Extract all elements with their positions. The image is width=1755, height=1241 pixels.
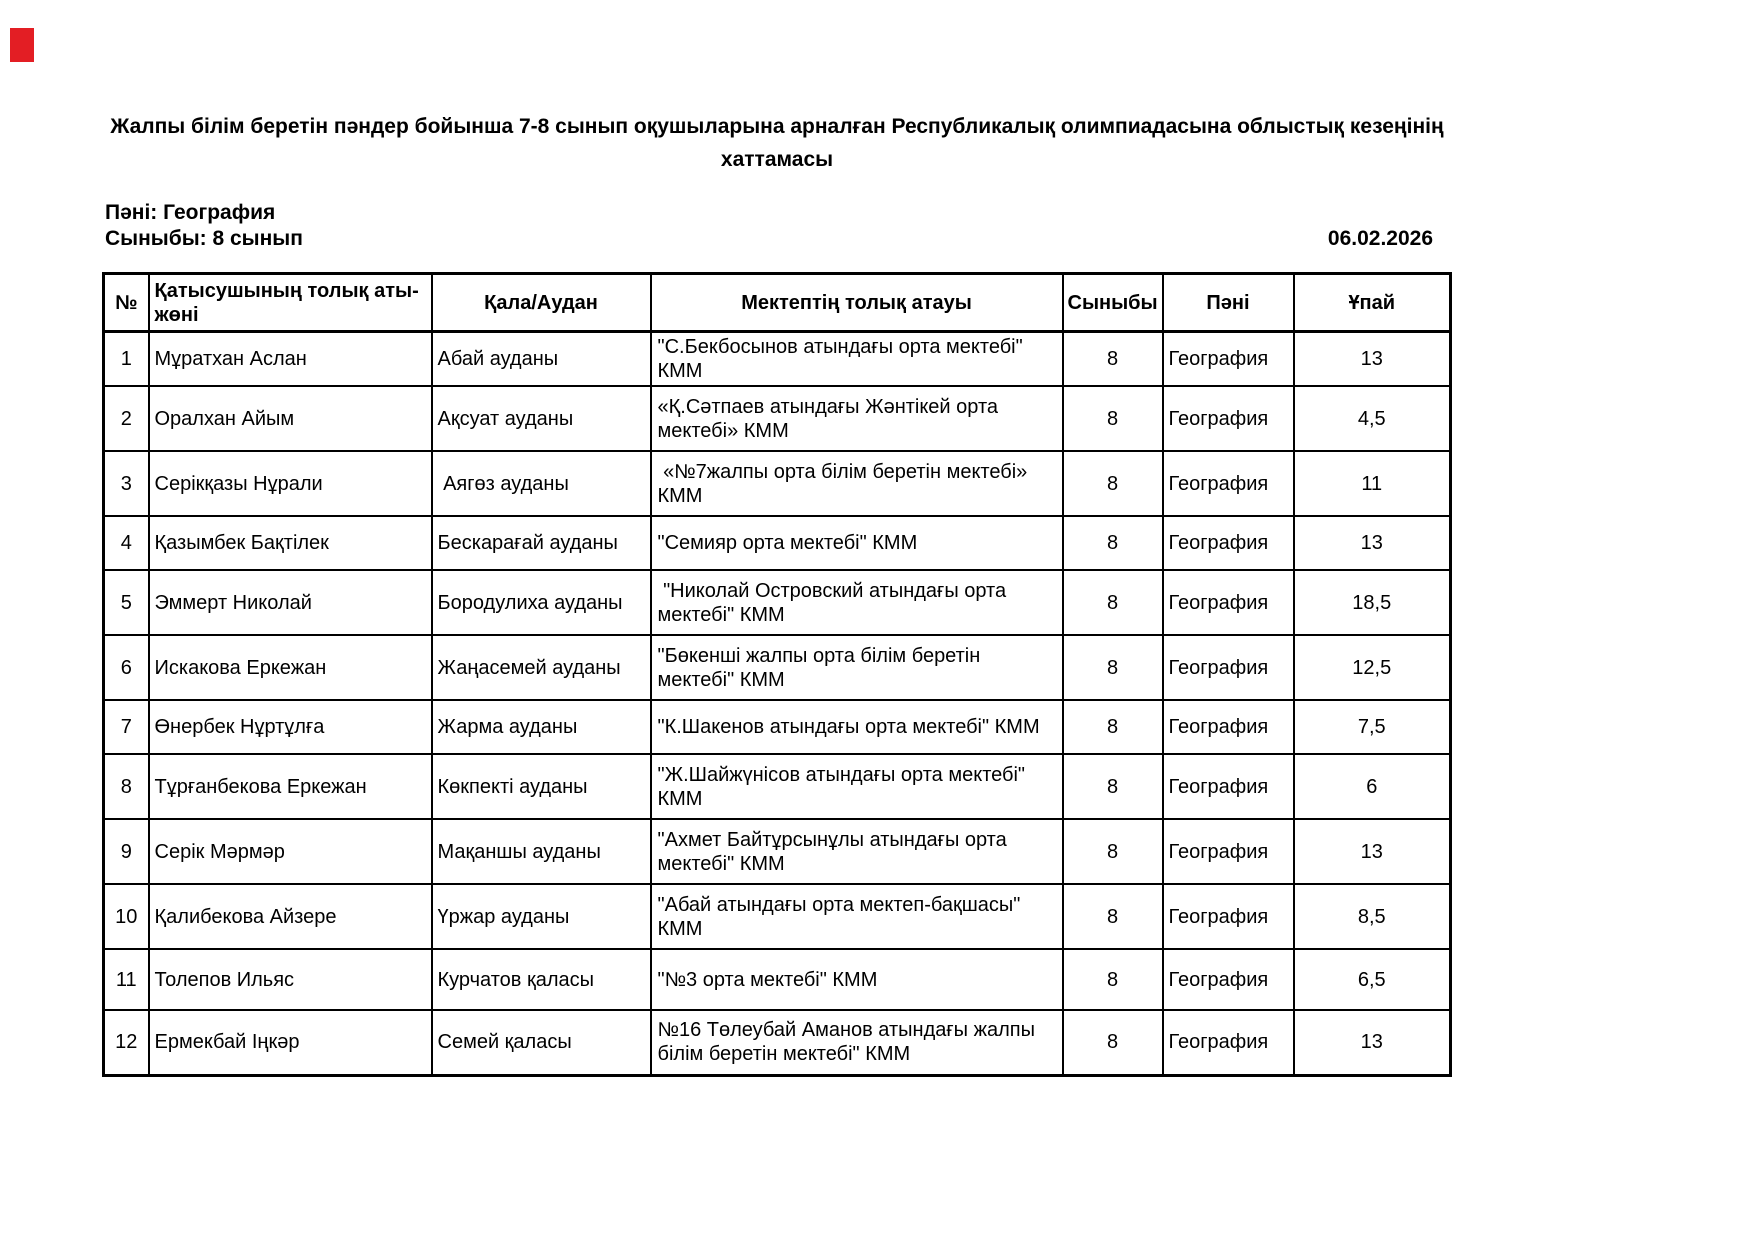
cell-subject: География	[1163, 451, 1294, 516]
cell-subject: География	[1163, 516, 1294, 570]
document-title: Жалпы білім беретін пәндер бойынша 7-8 сынып оқушыларына арналған Республикалық олимпиадасына облыстық кезеңінің хаттамасы	[110, 115, 1444, 171]
cell-name: Толепов Ильяс	[149, 949, 432, 1010]
cell-num: 5	[104, 570, 149, 635]
table-row	[104, 819, 1451, 884]
cell-score: 13	[1294, 819, 1451, 884]
cell-school: "Бөкенші жалпы орта білім беретін мектебі" КММ	[651, 635, 1063, 700]
cell-grade: 8	[1063, 635, 1163, 700]
cell-num: 1	[104, 332, 149, 387]
cell-name: Эммерт Николай	[149, 570, 432, 635]
table-row	[104, 1010, 1451, 1075]
col-header-grade: Сыныбы	[1063, 274, 1163, 332]
cell-region: Жарма ауданы	[432, 700, 651, 754]
cell-school: "Ахмет Байтұрсынұлы атындағы орта мектебі" КММ	[651, 819, 1063, 884]
col-header-school: Мектептің толық атауы	[651, 274, 1063, 332]
cell-region: Үржар ауданы	[432, 884, 651, 949]
cell-name: Тұрғанбекова Еркежан	[149, 754, 432, 819]
col-header-num: №	[104, 274, 149, 332]
cell-num: 2	[104, 386, 149, 451]
cell-subject: География	[1163, 332, 1294, 387]
col-header-score: Ұпай	[1294, 274, 1451, 332]
cell-region: Семей қаласы	[432, 1010, 651, 1075]
cell-grade: 8	[1063, 516, 1163, 570]
table-row	[104, 884, 1451, 949]
cell-grade: 8	[1063, 949, 1163, 1010]
cell-region: Курчатов қаласы	[432, 949, 651, 1010]
cell-name: Қалибекова Айзере	[149, 884, 432, 949]
cell-grade: 8	[1063, 1010, 1163, 1075]
cell-num: 7	[104, 700, 149, 754]
cell-num: 6	[104, 635, 149, 700]
cell-num: 3	[104, 451, 149, 516]
cell-region: Жаңасемей ауданы	[432, 635, 651, 700]
cell-score: 8,5	[1294, 884, 1451, 949]
cell-subject: География	[1163, 949, 1294, 1010]
cell-school: «Қ.Сәтпаев атындағы Жәнтікей орта мектебі» КММ	[651, 386, 1063, 451]
cell-name: Оралхан Айым	[149, 386, 432, 451]
cell-subject: География	[1163, 570, 1294, 635]
cell-grade: 8	[1063, 332, 1163, 387]
corner-marker	[10, 28, 34, 62]
cell-score: 6,5	[1294, 949, 1451, 1010]
cell-school: "К.Шакенов атындағы орта мектебі" КММ	[651, 700, 1063, 754]
cell-region: Ақсуат ауданы	[432, 386, 651, 451]
cell-num: 12	[104, 1010, 149, 1075]
table-row	[104, 451, 1451, 516]
cell-region: Көкпекті ауданы	[432, 754, 651, 819]
table-row	[104, 700, 1451, 754]
table-header-row	[104, 274, 1451, 332]
cell-subject: География	[1163, 1010, 1294, 1075]
cell-school: «№7жалпы орта білім беретін мектебі» КММ	[651, 451, 1063, 516]
table-row	[104, 949, 1451, 1010]
subject-label: Пәні: География	[105, 201, 276, 224]
cell-school: "Николай Островский атындағы орта мектебі" КММ	[651, 570, 1063, 635]
table-body	[104, 332, 1451, 1076]
table-row	[104, 516, 1451, 570]
cell-grade: 8	[1063, 570, 1163, 635]
table-row	[104, 332, 1451, 387]
cell-school: "Семияр орта мектебі" КММ	[651, 516, 1063, 570]
cell-score: 13	[1294, 332, 1451, 387]
cell-score: 11	[1294, 451, 1451, 516]
cell-num: 11	[104, 949, 149, 1010]
cell-school: №16 Төлеубай Аманов атындағы жалпы білім беретін мектебі" КММ	[651, 1010, 1063, 1075]
cell-region: Мақаншы ауданы	[432, 819, 651, 884]
cell-region: Аягөз ауданы	[432, 451, 651, 516]
cell-score: 18,5	[1294, 570, 1451, 635]
col-header-subject: Пәні	[1163, 274, 1294, 332]
class-label: Сыныбы: 8 сынып	[105, 227, 303, 250]
cell-region: Абай ауданы	[432, 332, 651, 387]
cell-score: 4,5	[1294, 386, 1451, 451]
cell-name: Искакова Еркежан	[149, 635, 432, 700]
cell-grade: 8	[1063, 884, 1163, 949]
cell-score: 13	[1294, 1010, 1451, 1075]
col-header-region: Қала/Аудан	[432, 274, 651, 332]
cell-subject: География	[1163, 754, 1294, 819]
cell-school: "Ж.Шайжүнісов атындағы орта мектебі" КММ	[651, 754, 1063, 819]
cell-subject: География	[1163, 386, 1294, 451]
cell-subject: География	[1163, 700, 1294, 754]
table-row	[104, 570, 1451, 635]
cell-name: Мұратхан Аслан	[149, 332, 432, 387]
cell-name: Ермекбай Іңкәр	[149, 1010, 432, 1075]
cell-num: 4	[104, 516, 149, 570]
cell-subject: География	[1163, 819, 1294, 884]
cell-num: 10	[104, 884, 149, 949]
cell-grade: 8	[1063, 700, 1163, 754]
protocol-date: 06.02.2026	[1327, 227, 1433, 250]
table-row	[104, 635, 1451, 700]
cell-region: Бородулиха ауданы	[432, 570, 651, 635]
results-table	[102, 272, 1452, 1077]
col-header-name: Қатысушының толық аты-жөні	[149, 274, 432, 332]
cell-score: 12,5	[1294, 635, 1451, 700]
cell-grade: 8	[1063, 819, 1163, 884]
cell-school: "Абай атындағы орта мектеп-бақшасы" КММ	[651, 884, 1063, 949]
table-row	[104, 386, 1451, 451]
cell-grade: 8	[1063, 386, 1163, 451]
cell-name: Серікқазы Нұрали	[149, 451, 432, 516]
table-row	[104, 754, 1451, 819]
cell-school: "С.Бекбосынов атындағы орта мектебі" КММ	[651, 332, 1063, 387]
cell-num: 9	[104, 819, 149, 884]
cell-subject: География	[1163, 635, 1294, 700]
cell-name: Серік Мәрмәр	[149, 819, 432, 884]
cell-name: Өнербек Нұртұлға	[149, 700, 432, 754]
cell-score: 7,5	[1294, 700, 1451, 754]
cell-grade: 8	[1063, 451, 1163, 516]
cell-grade: 8	[1063, 754, 1163, 819]
cell-subject: География	[1163, 884, 1294, 949]
cell-score: 13	[1294, 516, 1451, 570]
cell-school: "№3 орта мектебі" КММ	[651, 949, 1063, 1010]
cell-score: 6	[1294, 754, 1451, 819]
cell-name: Қазымбек Бақтілек	[149, 516, 432, 570]
cell-region: Бескарағай ауданы	[432, 516, 651, 570]
cell-num: 8	[104, 754, 149, 819]
